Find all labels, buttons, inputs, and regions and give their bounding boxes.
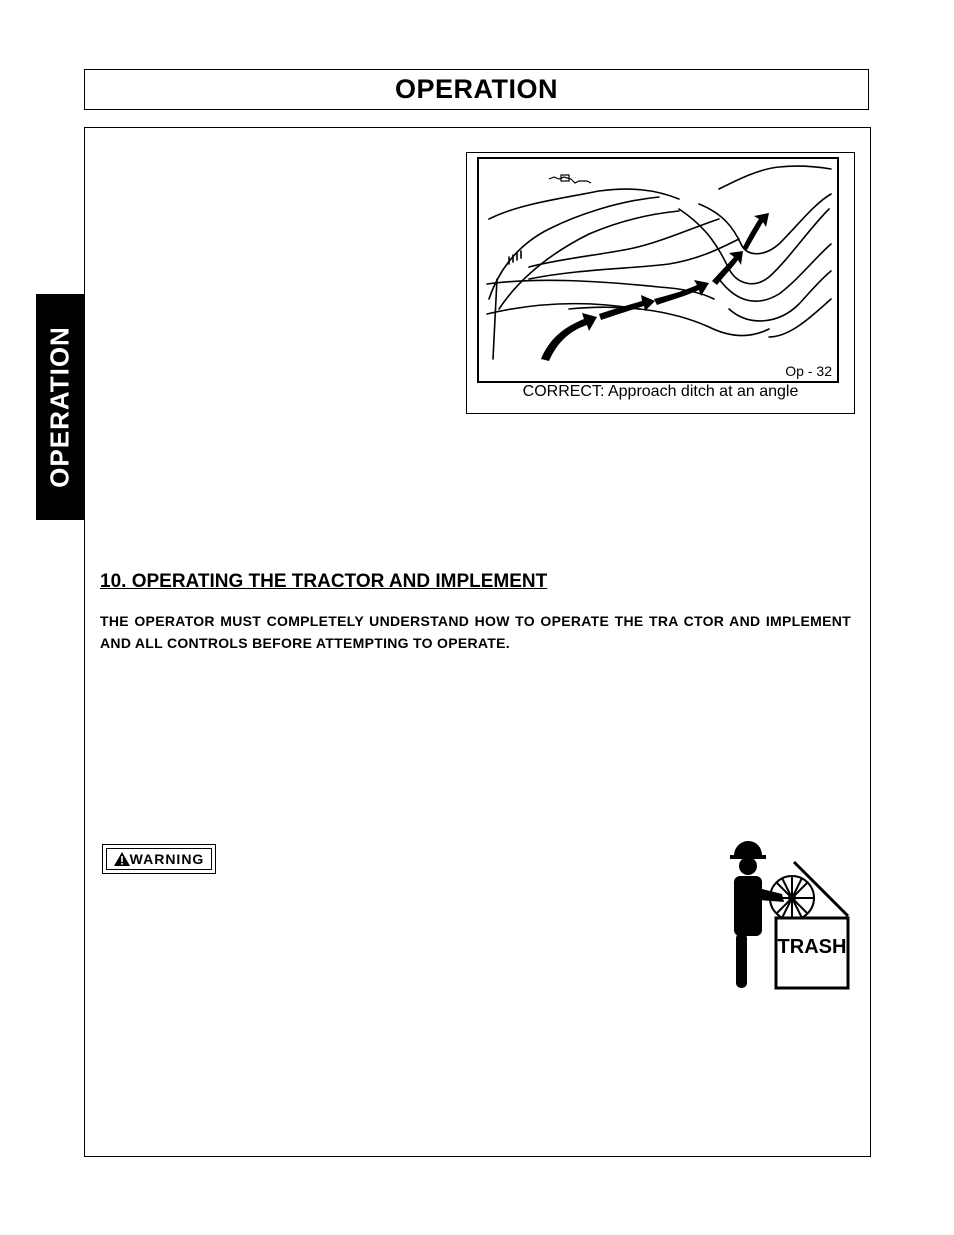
- warning-badge: [102, 844, 216, 874]
- page-title: OPERATION: [394, 74, 558, 104]
- side-tab-label: OPERATION: [44, 326, 75, 488]
- header-box: [84, 69, 869, 110]
- section-body: THE OPERATOR MUST COMPLETELY UNDERSTAND HOW TO OPERATE THE TRA CTOR AND IMPLEMENT AND ALL CONTROLS BEFORE ATTEMPTING TO OPERATE.: [100, 613, 851, 651]
- section-heading: 10. OPERATING THE TRACTOR AND IMPLEMENT: [100, 571, 548, 592]
- ditch-landscape-drawing: [479, 159, 837, 381]
- trash-disposal-figure: [720, 838, 854, 994]
- figure-caption: CORRECT: Approach ditch at an angle: [522, 383, 799, 400]
- warning-triangle-icon: [114, 852, 130, 866]
- figure-code: Op - 32: [785, 363, 832, 379]
- ditch-figure: [466, 152, 855, 414]
- side-tab: [36, 294, 84, 520]
- ditch-illustration: [477, 157, 839, 383]
- trash-label: TRASH: [777, 936, 847, 958]
- warning-label: WARNING: [129, 851, 205, 867]
- wheel-icon: [770, 876, 814, 920]
- warning-inner: [106, 848, 212, 870]
- trash-bin: [776, 862, 848, 988]
